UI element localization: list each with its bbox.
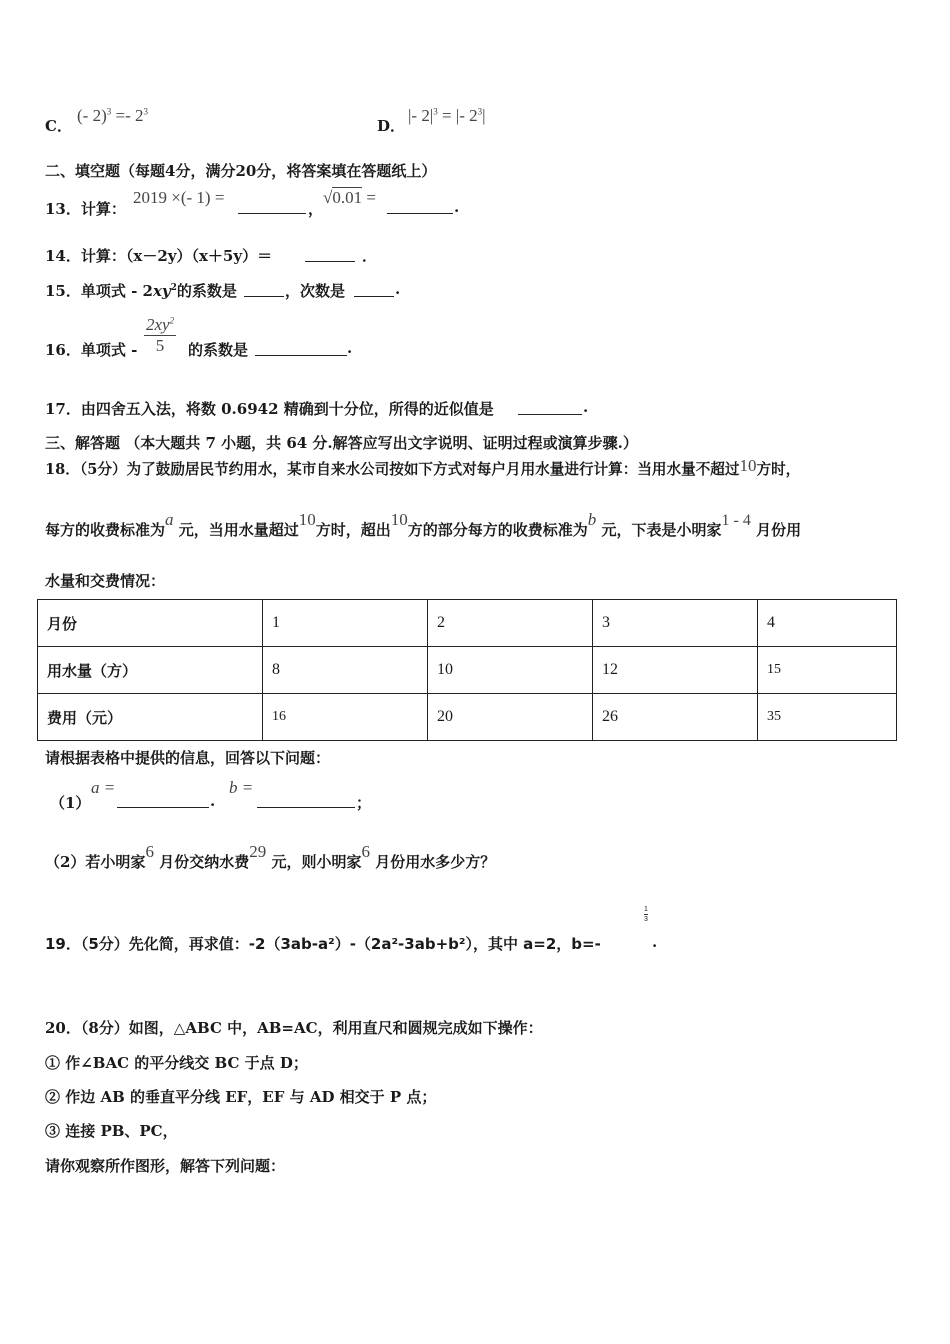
q18-line-2: 每方的收费标准为a 元，当用水量超过10方时，超出10方的部分每方的收费标准为b 元，下表是小明家1 - 4 月份用 [45,510,802,539]
table-row-water [38,647,897,694]
option-d-expression: |- $2|^3$ = |- $2^3|$ [408,106,486,125]
table-cell: 15 [758,647,897,694]
water-usage-table [37,599,897,741]
table-cell: 16 [263,694,428,741]
q19-end: . [652,933,658,951]
q20-step-2: ② 作边 AB 的垂直平分线 EF，EF 与 AD 相交于 P 点； [45,1088,437,1106]
q17-end: . [583,398,589,416]
q14-blank [305,261,355,262]
q16-fraction: $\frac{2xy^2}{5}$ [146,315,175,355]
q18-semicolon: ； [356,794,372,812]
q13-expression-2: √0.01 = [323,188,376,207]
q19-fraction: 1 3 [644,906,648,923]
table-cell: 8 [263,647,428,694]
q16-blank [255,355,347,356]
table-cell: 20 [428,694,593,741]
table-row-cost [38,694,897,741]
q18-a-equals: a = [91,778,116,797]
q19-text: 19．（5分）先化简，再求值：-2（3ab-a²）-（2a²-3ab+b²），其中 a=2，b=- [45,935,601,953]
q16-mid: 的系数是 [188,341,249,359]
q18-b-equals: b = [229,778,254,797]
q13-end: . [454,198,460,216]
q15-end: . [395,280,401,298]
table-row-month [38,600,897,647]
section-3-heading: 三、解答题 （本大题共 7 小题，共 64 分.解答应写出文字说明、证明过程或演算步骤.） [45,434,638,452]
q18-part2: （2）若小明家6 月份交纳水费29 元，则小明家6 月份用水多少方？ [45,842,496,871]
q14-text: 14．计算：（x－2y）（x＋5y）＝ [45,247,273,265]
table-cell: 26 [593,694,758,741]
q18-blank-b [257,807,355,808]
q14-end: ． [362,247,378,265]
q18-line-1: 18．（5分）为了鼓励居民节约用水，某市自来水公司按如下方式对每户月用水量进行计算：当用水量不超过10方时， [45,456,801,478]
q20-prompt: 请你观察所作图形，解答下列问题： [45,1157,286,1175]
q18-dot: . [210,792,216,810]
table-cell: 35 [758,694,897,741]
table-cell: 3 [593,600,758,647]
table-cell: 12 [593,647,758,694]
q17-blank [518,414,582,415]
table-cell: 2 [428,600,593,647]
q18-blank-a [117,807,209,808]
q15-blank-2 [354,296,394,297]
option-d-label: D． [377,117,406,135]
option-c-expression: (- $2)^3 =- 2^3$ [77,106,148,125]
table-cell: 4 [758,600,897,647]
table-header-cost: 费用（元） [38,694,263,741]
q13-blank-1 [238,213,306,214]
table-header-water: 用水量（方） [38,647,263,694]
q16-prefix: 16．单项式 - [45,341,138,359]
table-cell: 10 [428,647,593,694]
section-2-heading: 二、填空题（每题4分，满分20分，将答案填在答题纸上） [45,162,437,180]
q13-separator: ， [308,200,324,218]
q18-part1-label: （1） [50,794,91,812]
q13-label: 13．计算： [45,200,126,218]
q20-intro: 20．（8分）如图，△ABC 中，AB=AC，利用直尺和圆规完成如下操作： [45,1019,543,1037]
q16-end: . [347,339,353,357]
q20-step-3: ③ 连接 PB、PC， [45,1122,178,1140]
table-cell: 1 [263,600,428,647]
q13-expression-1: 2019 ×(- 1) = [133,188,225,207]
q17-text: 17．由四舍五入法，将数 0.6942 精确到十分位，所得的近似值是 [45,400,494,418]
q15-mid: ，次数是 [285,282,346,300]
q13-blank-2 [387,213,453,214]
q18-prompt: 请根据表格中提供的信息，回答以下问题： [45,749,331,767]
table-header-month: 月份 [38,600,263,647]
q18-line-3: 水量和交费情况： [45,572,166,590]
q15-blank-1 [244,296,284,297]
q15-text: 15．单项式 - $2xy^2$的系数是 [45,282,237,300]
option-c-label: C． [45,117,72,135]
q20-step-1: ① 作∠BAC 的平分线交 BC 于点 D； [45,1054,308,1072]
